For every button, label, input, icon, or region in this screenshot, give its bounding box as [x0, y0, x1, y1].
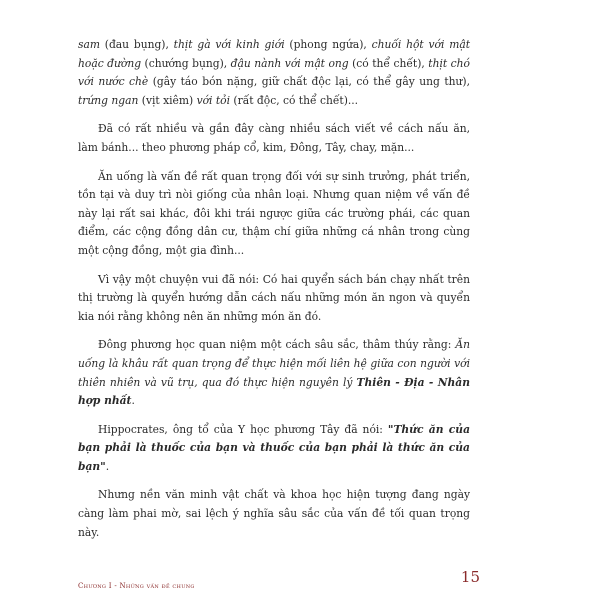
chapter-running-footer: Chương I - Những vấn đề chung: [78, 582, 195, 590]
text-segment: trứng ngan: [78, 93, 139, 107]
text-segment: (có thể chết),: [348, 56, 429, 70]
body-text: [78, 36, 470, 552]
text-segment: Hippocrates, ông tổ của Y học phương Tây đã nói:: [98, 422, 388, 436]
paragraph-p2: [78, 120, 470, 157]
paragraph-p4: [78, 271, 470, 327]
text-segment: Đông phương học quan niệm một cách sâu sắc, thâm thúy rằng:: [98, 338, 456, 352]
text-segment: .: [131, 394, 135, 408]
text-segment: (rất độc, có thể chết)...: [230, 93, 359, 107]
text-segment: (phong ngứa),: [284, 38, 372, 51]
text-segment: Ăn uống là vấn đề rất quan trọng đối với sự sinh trưởng, phát triển, tồn tại và duy trì nòi giống của nhân loại. Nhưng quan niệm về vấn đề này lại rất sai khác, đôi khi trái ngược giữa các trường phái, các quan điểm, các cộng đồng dân cư, thậm chí giữa những cá nhân trong cùng một cộng đồng, một gia đình...: [78, 169, 470, 257]
text-segment: (gây táo bón nặng, giữ chất độc lại, có thể gây ung thư),: [148, 75, 470, 89]
text-segment: (chướng bụng),: [141, 56, 231, 70]
text-segment: Đã có rất nhiều và gần đây càng nhiều sách viết về cách nấu ăn, làm bánh... theo phương pháp cổ, kim, Đông, Tây, chay, mặn...: [78, 122, 470, 154]
text-segment: đậu nành với mật ong: [230, 56, 349, 70]
text-segment: Thiên - Địa - Nhân hợp nhất: [78, 375, 471, 408]
text-segment: Vì vậy một chuyện vui đã nói: Có hai quyển sách bán chạy nhất trên thị trường là quyển hướng dẫn cách nấu những món ăn ngon và quyển kia nói rằng không nên ăn những món ăn đó.: [78, 272, 470, 323]
text-segment: chuối hột với mật hoặc đường: [78, 38, 471, 70]
paragraph-p7: [78, 486, 470, 542]
text-segment: Ăn uống là khâu rất quan trọng để thực hiện mối liên hệ giữa con người với thiên nhiên và vũ trụ, qua đó thực hiện nguyên lý: [78, 338, 470, 389]
text-segment: "Thức ăn của bạn phải là thuốc của bạn và thuốc của bạn phải là thức ăn của bạn": [78, 422, 470, 473]
paragraph-p3: [78, 168, 470, 261]
text-segment: với tỏi: [196, 93, 231, 107]
text-segment: Nhưng nền văn minh vật chất và khoa học hiện tượng đang ngày càng làm phai mờ, sai lệch ý nghĩa sâu sắc của vấn đề tối quan trọng này.: [78, 488, 470, 539]
text-segment: (đau bụng),: [100, 38, 174, 51]
paragraph-p1: [78, 36, 470, 110]
text-segment: .: [105, 459, 110, 473]
text-segment: (vịt xiêm): [138, 93, 197, 107]
text-segment: thịt gà với kinh giới: [173, 38, 285, 51]
paragraph-p5: [78, 336, 470, 410]
text-segment: thịt chó với nước chè: [78, 56, 470, 89]
paragraph-p6: [78, 421, 470, 477]
page-footer: [78, 568, 480, 590]
text-segment: sam: [78, 38, 100, 51]
page-number: 15: [460, 568, 480, 586]
